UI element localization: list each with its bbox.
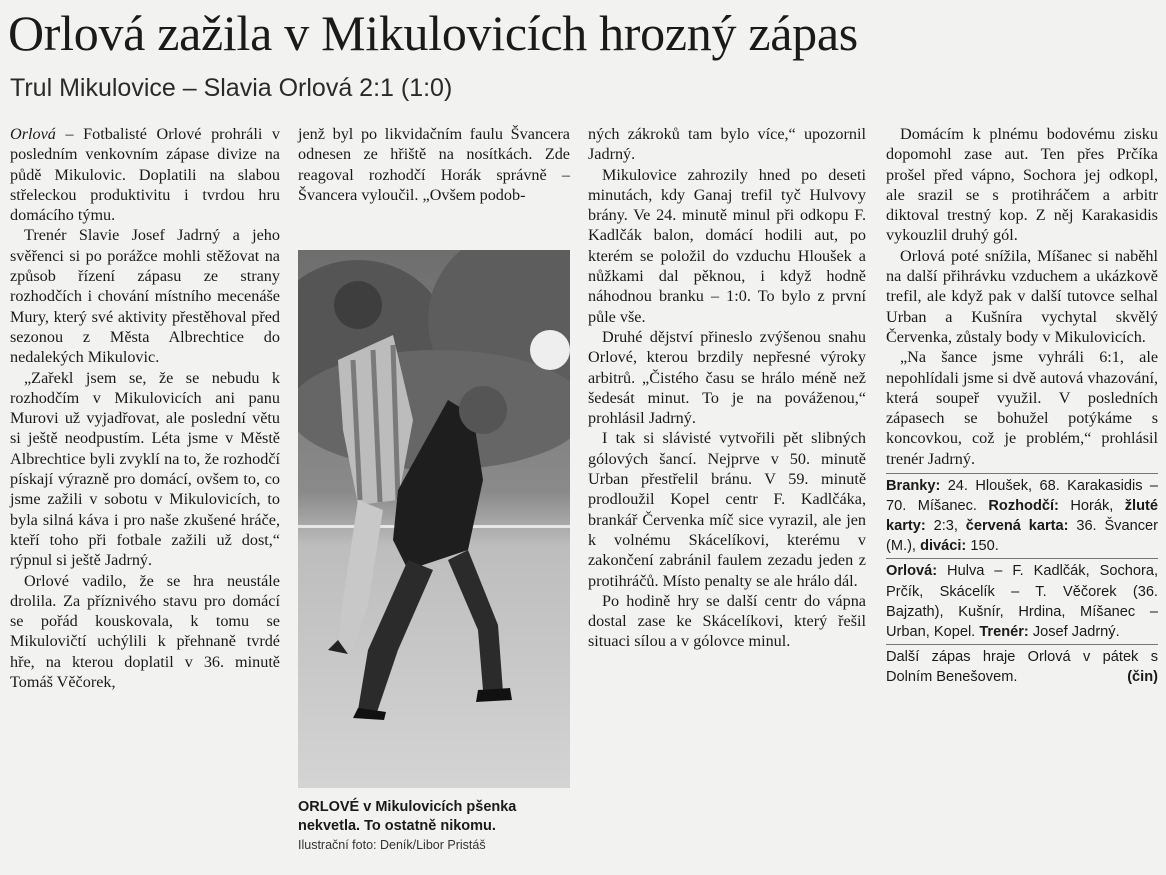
photo-credit: Ilustrační foto: Deník/Libor Pristáš (298, 838, 486, 852)
article-column-1 (10, 124, 280, 692)
paragraph: „Na šance jsme vyhráli 6:1, ale nepohlídali jsme si dvě autová vhazování, která soupeř využil. V posledních zápasech se bohužel potýkáme s koncovkou, což je problém,“ prohlásil trenér Jadrný. (886, 348, 1158, 468)
paragraph: jenž byl po likvidačním faulu Švancera odnesen ze hřiště na nosítkách. Zde reagoval rozhodčí Horák správně – Švancera vyloučil. „Ovšem podob- (298, 125, 570, 204)
divider (886, 644, 1158, 645)
divider (886, 473, 1158, 474)
dateline: Orlová (10, 125, 56, 143)
article-column-2 (298, 124, 570, 205)
subheadline-score: Trul Mikulovice – Slavia Orlová 2:1 (1:0) (10, 74, 453, 102)
stats-goals-referee: Branky: 24. Hloušek, 68. Karakasidis – 70. Míšanec. Rozhodčí: Horák, žluté karty: 2:3, červená karta: 36. Švancer (M.), diváci: 150. (886, 478, 1158, 555)
article-photo (298, 250, 570, 788)
paragraph: Druhé dějství přineslo zvýšenou snahu Orlové, kterou brzdily nepřesné výroky arbitrů. „Čistého času se hrálo méně než šedesát minut. To je na pováženou,“ prohlásil Jadrný. (588, 327, 866, 428)
football-players-photo (298, 250, 570, 788)
paragraph: Domácím k plnému bodovému zisku dopomohl zase aut. Ten přes Prčíka prošel před vápno, Sochora jej odkopl, ale srazil se s protihráčem a arbitr diktoval trestný kop. Z něj Karakasidis vykouzlil druhý gól. (886, 125, 1158, 245)
next-match: Další zápas hraje Orlová v pátek s Dolním Benešovem. (čin) (886, 647, 1158, 687)
headline: Orlová zažila v Mikulovicích hrozný zápas (8, 5, 858, 61)
paragraph: Orlové vadilo, že se hra neustále drolila. Za příznivého stavu pro domácí se pořád kouskovala, k tomu se Mikulovičtí uchýlili k přehnaně tvrdé hře, na kterou doplatil v 36. minutě Tomáš Věčorek, (10, 571, 280, 692)
divider (886, 558, 1158, 559)
lead-paragraph (10, 124, 280, 225)
paragraph: I tak si slávisté vytvořili pět slibných gólových šancí. Nejprve v 50. minutě Urban přestřelil bránu. V 59. minutě prodloužil Kopel centr F. Kadlčáka, brankář Červenka míč sice vyrazil, ale jen k volnému Skácelíkovi, kterému v zakončení zabránil faulem zezadu jeden z protihráčů. Místo penalty se ale hrálo dál. (588, 429, 866, 590)
match-stats-box (886, 473, 1158, 687)
article-column-4 (886, 124, 1158, 689)
article-column-3 (588, 124, 866, 652)
paragraph: Trenér Slavie Josef Jadrný a jeho svěřenci si po porážce mohli stěžovat na způsob řízení zápasu ze strany rozhodčích i chování místního mecenáše Mury, který své aktivity přestěhoval před sezonou z Města Albrechtice do nedalekých Mikulovic. (10, 226, 280, 367)
paragraph: Po hodině hry se další centr do vápna dostal zase ke Skácelíkovi, který řešil situaci sílou a v gólovce minul. (588, 591, 866, 651)
stats-lineup: Orlová: Hulva – F. Kadlčák, Sochora, Prčík, Skácelík – T. Věčorek (36. Bajzath), Kušnír, Hrdina, Míšanec – Urban, Kopel. Trenér: Josef Jadrný. (886, 563, 1158, 640)
paragraph: ných zákroků tam bylo více,“ upozornil Jadrný. (588, 125, 866, 164)
photo-caption (298, 798, 570, 855)
paragraph: Orlová poté snížila, Míšanec si naběhl na další přihrávku vzduchem a ukázkově trefil, ale když pak v další tutovce selhal Urban a Kušníra vychytal skvělý Červenka, zůstaly body v Mikulovicích. (886, 246, 1158, 346)
author-signoff: (čin) (1127, 668, 1158, 685)
lead-text: – Fotbalisté Orlové prohráli v posledním venkovním zápase divize na půdě Mikulovic. Doplatili na slabou střeleckou produktivitu i tvrdou hru domácího týmu. (10, 125, 280, 225)
caption-text: ORLOVÉ v Mikulovicích pšenka nekvetla. To ostatně nikomu. (298, 799, 517, 834)
paragraph: „Zařekl jsem se, že se nebudu k rozhodčím v Mikulovicích ani panu Murovi už vyjadřovat, ale poslední větu si ještě neodpustím. Léta jsme v Městě Albrechtice byli zvyklí na to, že rozhodčí pískají výrazně pro domácí, ovšem to, co jsme zažili v sobotu v Mikulovicích, to byla silná káva i pro naše zkušené hráče, kteří toho při fotbale zažili už dost,“ rýpnul si ještě Jadrný. (10, 368, 280, 570)
paragraph: Mikulovice zahrozily hned po deseti minutách, kdy Ganaj trefil tyč Hulvovy brány. Ve 24. minutě minul při odkopu F. Kadlčák balon, domácí hodili aut, po kterém se položil do vzduchu Hloušek a nůžkami dal pěknou, i když hodně náhodnou branku – 1:0. To bylo z první půle vše. (588, 165, 866, 326)
